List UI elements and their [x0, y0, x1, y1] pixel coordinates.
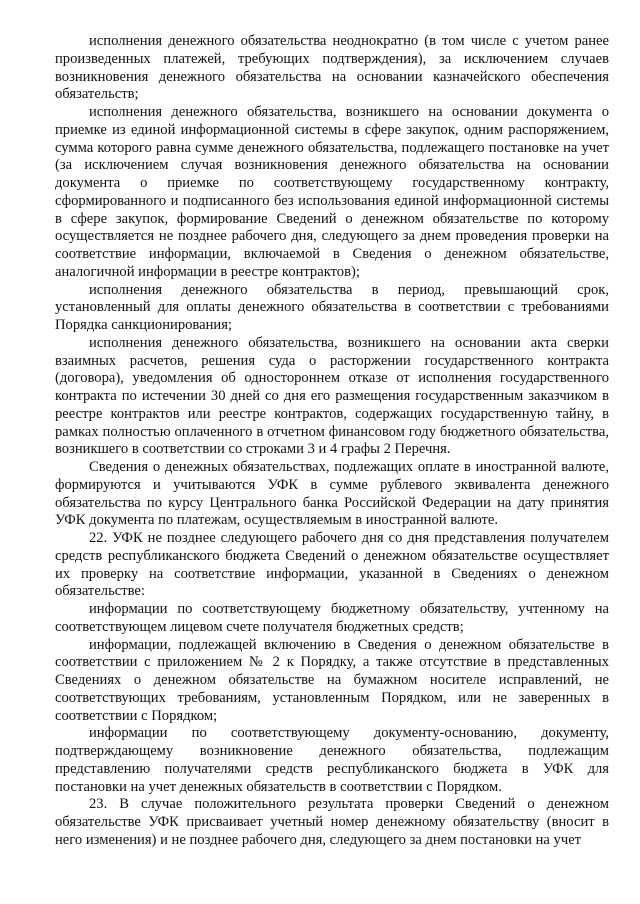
paragraph-7: информации по соответствующему бюджетному обязательству, учтенному на соответствующем лицевом счете получателя бюджетных средств;: [55, 601, 609, 635]
paragraph-8: информации, подлежащей включению в Сведения о денежном обязательстве в соответствии с приложением № 2 к Порядку, а также отсутствие в представленных Сведениях о денежном обязательстве на бумажном носителе исправлений, не соответствующих требованиям, установленным Порядком, или не заверенных в соответствии с Порядком;: [55, 636, 609, 724]
paragraph-4: исполнения денежного обязательства, возникшего на основании акта сверки взаимных расчетов, решения суда о расторжении государственного контракта (договора), уведомления об одностороннем отказе от исполнения государственного контракта по истечении 30 дней со дня его размещения государственным заказчиком в реестре контрактов или реестре контрактов, содержащих государственную тайну, в рамках полностью оплаченного в отчетном финансовом году бюджетного обязательства, возникшего в соответствии со строками 3 и 4 графы 2 Перечня.: [55, 334, 609, 458]
paragraph-9: информации по соответствующему документу-основанию, документу, подтверждающему возникновение денежного обязательства, подлежащим представлению получателями средств республиканского бюджета в УФК для постановки на учет денежных обязательств в соответствии с Порядком.: [55, 725, 609, 795]
paragraph-3: исполнения денежного обязательства в период, превышающий срок, установленный для оплаты денежного обязательства в соответствии с требованиями Порядка санкционирования;: [55, 281, 609, 333]
paragraph-5: Сведения о денежных обязательствах, подлежащих оплате в иностранной валюте, формируются и учитываются УФК в сумме рублевого эквивалента денежного обязательства по курсу Центрального банка Российской Федерации на дату принятия УФК документа по платежам, осуществляемым в иностранной валюте.: [55, 459, 609, 529]
paragraph-10: 23. В случае положительного результата проверки Сведений о денежном обязательстве УФК присваивает учетный номер денежному обязательству (вносит в него изменения) и не позднее рабочего дня, следующего за днем постановки на учет: [55, 796, 609, 848]
paragraph-2: исполнения денежного обязательства, возникшего на основании документа о приемке из единой информационной системы в сфере закупок, одним распоряжением, сумма которого равна сумме денежного обязательства, подлежащего постановке на учет (за исключением случая возникновения денежного обязательства на основании документа о приемке по соответствующему государственному контракту, сформированного и подписанного без использования единой информационной системы в сфере закупок, формирование Сведений о денежном обязательстве по которому осуществляется не позднее рабочего дня, следующего за днем проведения проверки на соответствие информации, включаемой в Сведения о денежном обязательстве, аналогичной информации в реестре контрактов);: [55, 104, 609, 280]
paragraph-1: исполнения денежного обязательства неоднократно (в том числе с учетом ранее произведенных платежей, требующих подтверждения), за исключением случаев возникновения денежного обязательства на основании казначейского обеспечения обязательств;: [55, 33, 609, 103]
document-page: [55, 33, 609, 850]
paragraph-6: 22. УФК не позднее следующего рабочего дня со дня представления получателем средств республиканского бюджета Сведений о денежном обязательстве осуществляет их проверку на соответствие информации, указанной в Сведениях о денежном обязательстве:: [55, 530, 609, 600]
